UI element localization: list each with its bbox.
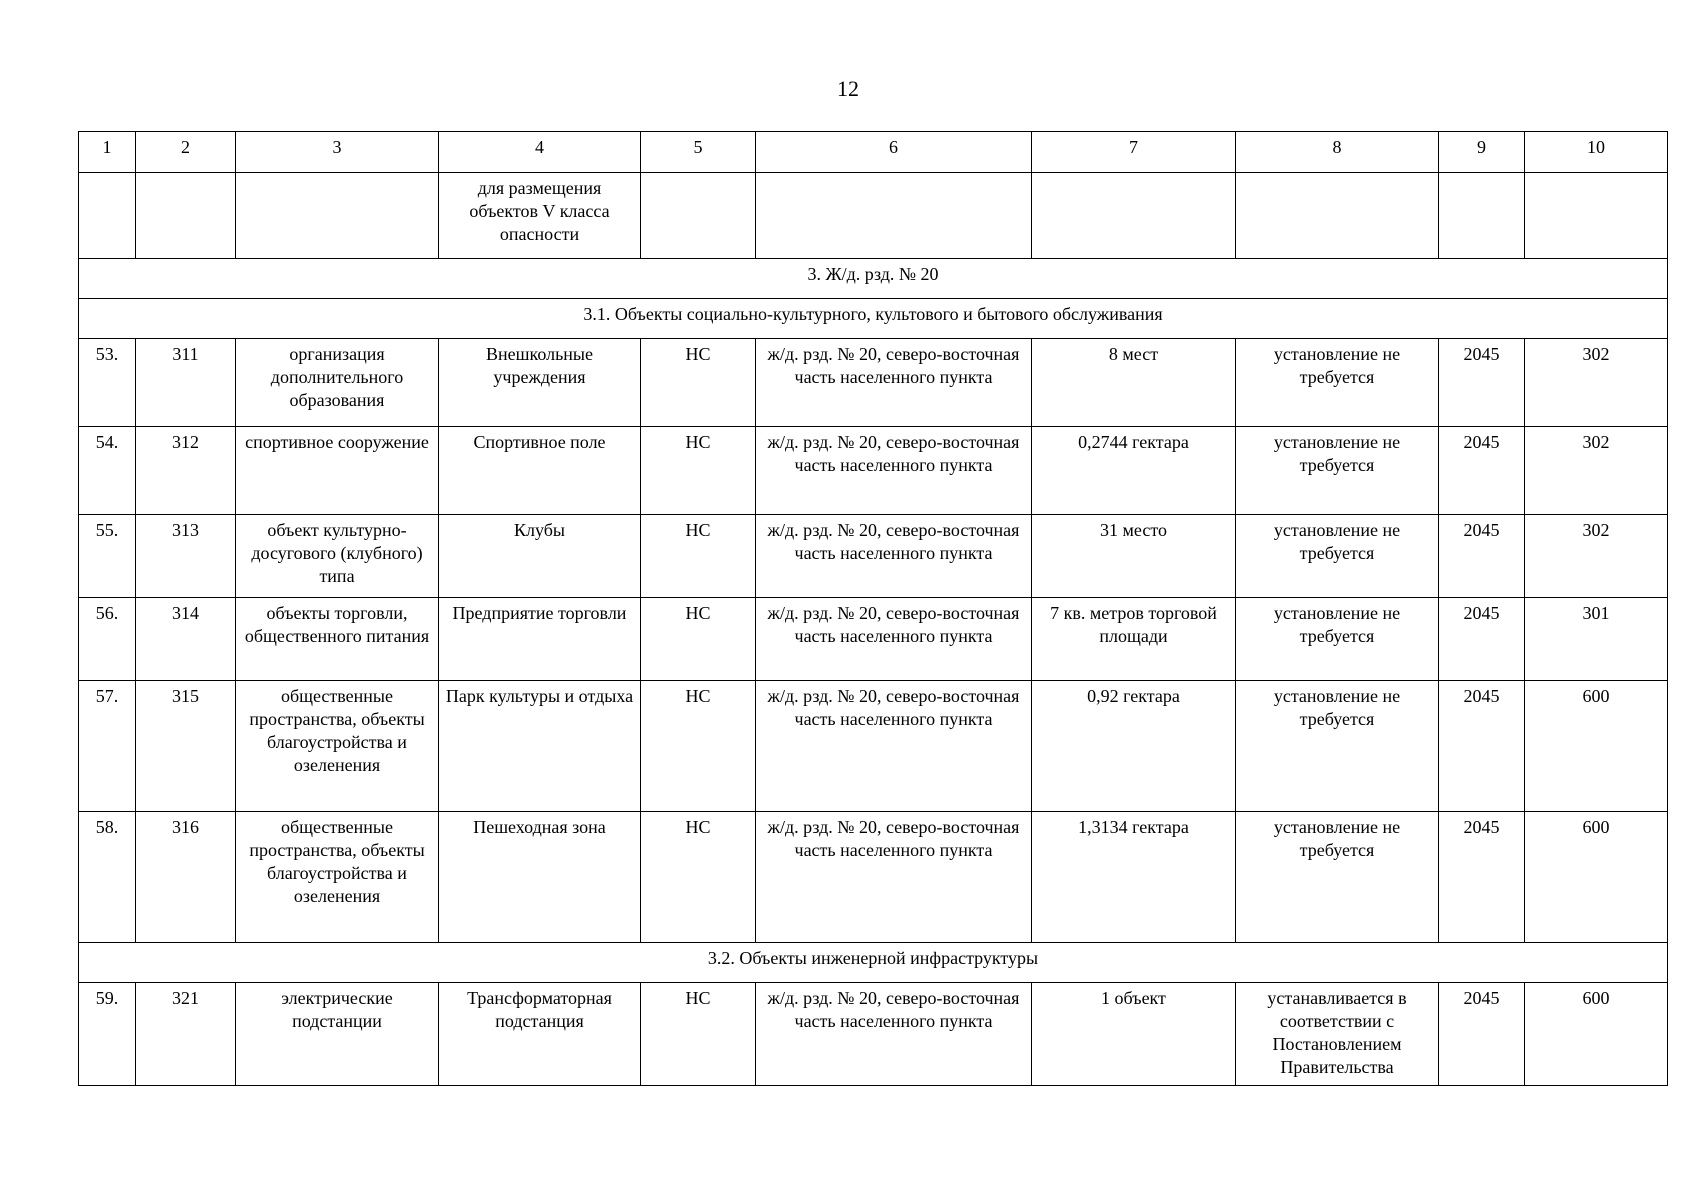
object-status: НС xyxy=(641,681,756,812)
object-type: объекты торговли, общественного питания xyxy=(236,598,439,681)
object-capacity: 0,92 гектара xyxy=(1032,681,1236,812)
section-row xyxy=(79,259,1668,299)
object-year: 2045 xyxy=(1439,681,1525,812)
object-status: НС xyxy=(641,427,756,515)
row-number: 56. xyxy=(79,598,136,681)
object-name: Клубы xyxy=(439,515,641,598)
table-cell xyxy=(641,173,756,259)
subsection-row xyxy=(79,943,1668,983)
table-cell xyxy=(136,173,236,259)
object-zone: установление не требуется xyxy=(1236,515,1439,598)
object-capacity: 31 место xyxy=(1032,515,1236,598)
object-year: 2045 xyxy=(1439,598,1525,681)
object-name: Предприятие торговли xyxy=(439,598,641,681)
object-code: 321 xyxy=(136,983,236,1086)
object-zone: установление не требуется xyxy=(1236,427,1439,515)
object-location: ж/д. рзд. № 20, северо-восточная часть населенного пункта xyxy=(756,983,1032,1086)
column-header: 2 xyxy=(136,132,236,173)
column-header: 9 xyxy=(1439,132,1525,173)
object-c10: 302 xyxy=(1525,427,1668,515)
object-year: 2045 xyxy=(1439,427,1525,515)
column-header: 5 xyxy=(641,132,756,173)
section-title: 3. Ж/д. рзд. № 20 xyxy=(79,259,1668,299)
object-location: ж/д. рзд. № 20, северо-восточная часть населенного пункта xyxy=(756,681,1032,812)
table-row xyxy=(79,515,1668,598)
object-code: 316 xyxy=(136,812,236,943)
object-c10: 302 xyxy=(1525,515,1668,598)
column-number-row xyxy=(79,132,1668,173)
subsection-title: 3.1. Объекты социально-культурного, культового и бытового обслуживания xyxy=(79,299,1668,339)
object-status: НС xyxy=(641,598,756,681)
row-number: 53. xyxy=(79,339,136,427)
object-code: 315 xyxy=(136,681,236,812)
object-code: 312 xyxy=(136,427,236,515)
object-code: 313 xyxy=(136,515,236,598)
object-capacity: 8 мест xyxy=(1032,339,1236,427)
object-capacity: 1,3134 гектара xyxy=(1032,812,1236,943)
object-name: Парк культуры и отдыха xyxy=(439,681,641,812)
object-c10: 302 xyxy=(1525,339,1668,427)
table-row xyxy=(79,339,1668,427)
object-location: ж/д. рзд. № 20, северо-восточная часть населенного пункта xyxy=(756,598,1032,681)
continuation-row xyxy=(79,173,1668,259)
object-code: 311 xyxy=(136,339,236,427)
row-number: 57. xyxy=(79,681,136,812)
column-header: 10 xyxy=(1525,132,1668,173)
object-year: 2045 xyxy=(1439,339,1525,427)
object-type: общественные пространства, объекты благоустройства и озеленения xyxy=(236,812,439,943)
table-row xyxy=(79,427,1668,515)
table-cell: для размещения объектов V класса опасности xyxy=(439,173,641,259)
table-row xyxy=(79,681,1668,812)
table-cell xyxy=(1525,173,1668,259)
table-cell xyxy=(1032,173,1236,259)
object-location: ж/д. рзд. № 20, северо-восточная часть населенного пункта xyxy=(756,339,1032,427)
object-zone: устанавливается в соответствии с Постановлением Правительства xyxy=(1236,983,1439,1086)
table-cell xyxy=(756,173,1032,259)
object-c10: 600 xyxy=(1525,681,1668,812)
object-capacity: 1 объект xyxy=(1032,983,1236,1086)
object-type: электрические подстанции xyxy=(236,983,439,1086)
object-year: 2045 xyxy=(1439,515,1525,598)
object-capacity: 0,2744 гектара xyxy=(1032,427,1236,515)
object-status: НС xyxy=(641,339,756,427)
objects-table xyxy=(78,131,1668,1086)
object-year: 2045 xyxy=(1439,812,1525,943)
row-number: 54. xyxy=(79,427,136,515)
object-status: НС xyxy=(641,812,756,943)
row-number: 58. xyxy=(79,812,136,943)
object-type: организация дополнительного образования xyxy=(236,339,439,427)
row-number: 59. xyxy=(79,983,136,1086)
object-status: НС xyxy=(641,515,756,598)
column-header: 4 xyxy=(439,132,641,173)
column-header: 8 xyxy=(1236,132,1439,173)
column-header: 1 xyxy=(79,132,136,173)
table-cell xyxy=(1439,173,1525,259)
table-row xyxy=(79,983,1668,1086)
object-zone: установление не требуется xyxy=(1236,812,1439,943)
object-c10: 600 xyxy=(1525,812,1668,943)
table-cell xyxy=(236,173,439,259)
object-location: ж/д. рзд. № 20, северо-восточная часть населенного пункта xyxy=(756,515,1032,598)
column-header: 7 xyxy=(1032,132,1236,173)
object-name: Пешеходная зона xyxy=(439,812,641,943)
object-type: общественные пространства, объекты благоустройства и озеленения xyxy=(236,681,439,812)
object-zone: установление не требуется xyxy=(1236,598,1439,681)
table-row xyxy=(79,598,1668,681)
object-capacity: 7 кв. метров торговой площади xyxy=(1032,598,1236,681)
object-year: 2045 xyxy=(1439,983,1525,1086)
column-header: 6 xyxy=(756,132,1032,173)
table-cell xyxy=(79,173,136,259)
object-name: Трансформаторная подстанция xyxy=(439,983,641,1086)
table-cell xyxy=(1236,173,1439,259)
object-type: спортивное сооружение xyxy=(236,427,439,515)
object-location: ж/д. рзд. № 20, северо-восточная часть населенного пункта xyxy=(756,812,1032,943)
subsection-title: 3.2. Объекты инженерной инфраструктуры xyxy=(79,943,1668,983)
table-row xyxy=(79,812,1668,943)
object-name: Спортивное поле xyxy=(439,427,641,515)
column-header: 3 xyxy=(236,132,439,173)
object-location: ж/д. рзд. № 20, северо-восточная часть населенного пункта xyxy=(756,427,1032,515)
object-zone: установление не требуется xyxy=(1236,339,1439,427)
object-name: Внешкольные учреждения xyxy=(439,339,641,427)
object-c10: 600 xyxy=(1525,983,1668,1086)
page-number: 12 xyxy=(837,76,859,101)
subsection-row xyxy=(79,299,1668,339)
object-c10: 301 xyxy=(1525,598,1668,681)
object-code: 314 xyxy=(136,598,236,681)
object-status: НС xyxy=(641,983,756,1086)
object-zone: установление не требуется xyxy=(1236,681,1439,812)
object-type: объект культурно-досугового (клубного) типа xyxy=(236,515,439,598)
row-number: 55. xyxy=(79,515,136,598)
